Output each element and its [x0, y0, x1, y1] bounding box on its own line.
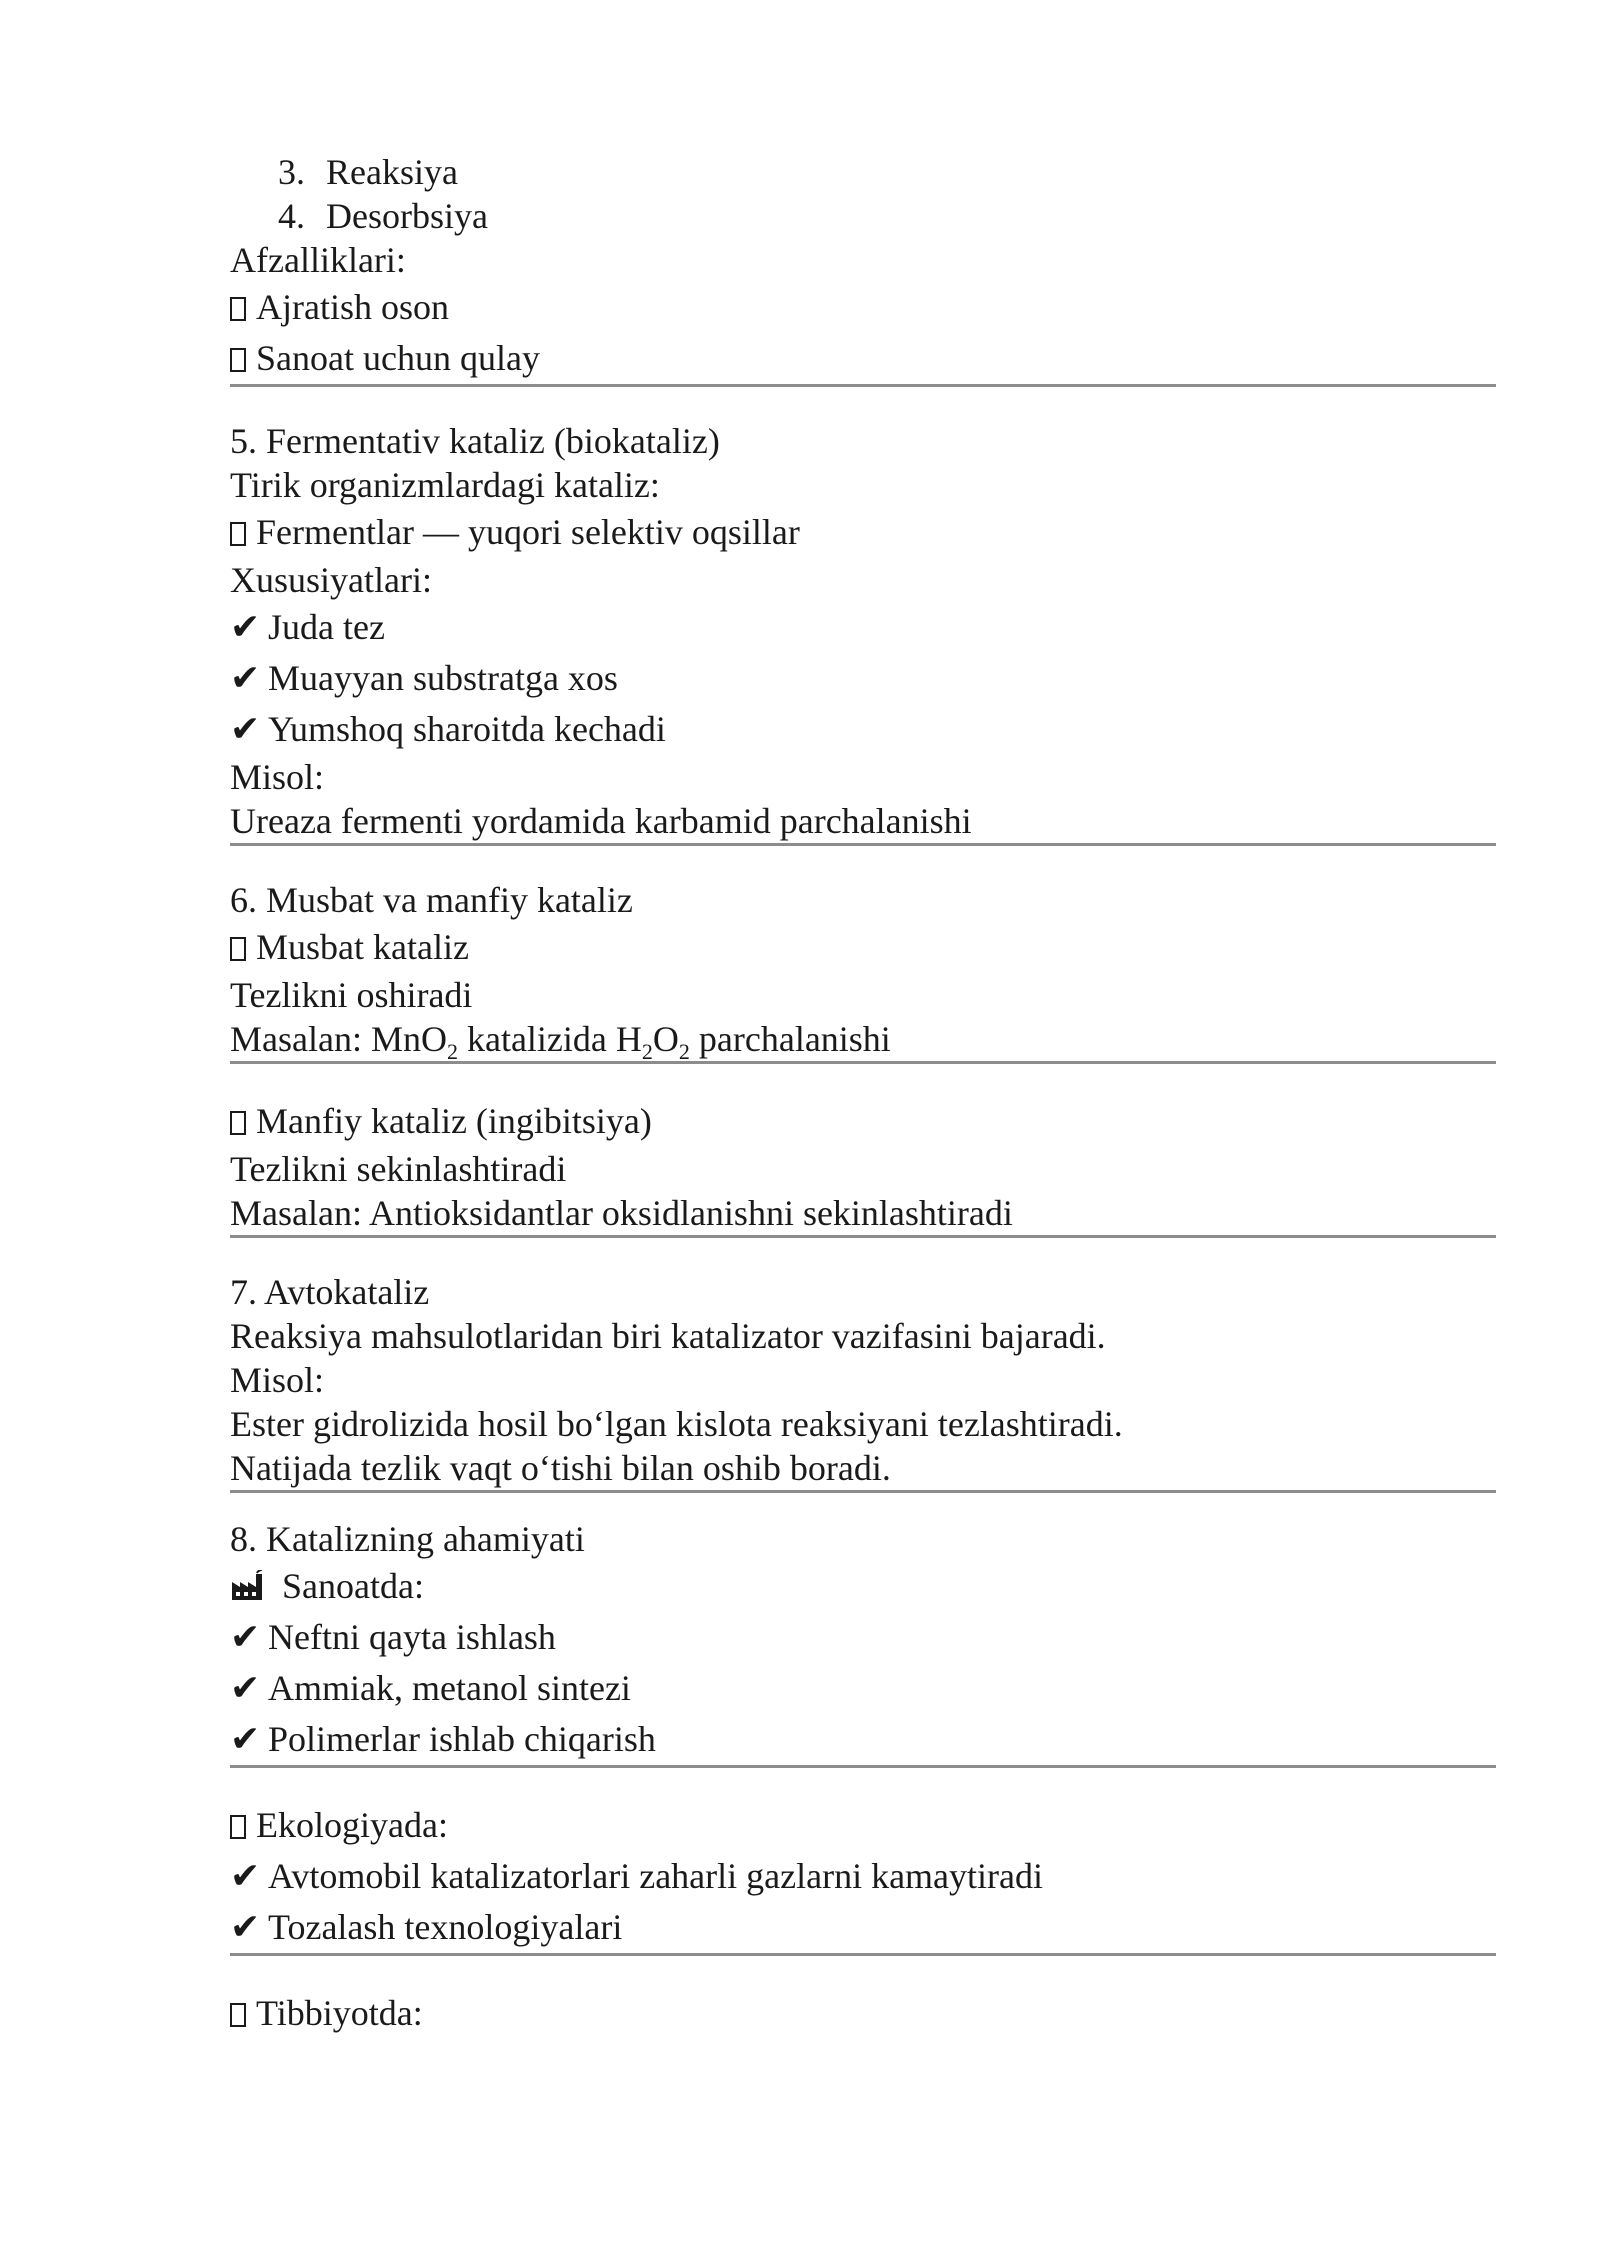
- list-item: 4. Desorbsiya: [278, 196, 488, 236]
- check-mark-icon: ✔: [230, 1907, 261, 1947]
- missing-glyph-icon: [230, 522, 246, 546]
- example-label: Misol:: [230, 1360, 325, 1400]
- check-mark-icon: ✔: [230, 1856, 261, 1896]
- list-item: ✔ Juda tez: [230, 602, 1496, 653]
- negative-example: Masalan: Antioksidantlar oksidlanishni sekinlashtiradi: [230, 1193, 1013, 1233]
- missing-glyph-icon: [230, 1111, 246, 1135]
- list-item: Manfiy kataliz (ingibitsiya): [230, 1096, 1496, 1147]
- document-content: [230, 150, 1496, 2039]
- section-title: 6. Musbat va manfiy kataliz: [230, 880, 633, 920]
- list-item: ✔ Tozalash texnologiyalari: [230, 1902, 1496, 1953]
- list-item: ✔ Muayyan substratga xos: [230, 653, 1496, 704]
- list-item: Tibbiyotda:: [230, 1988, 1496, 2039]
- section-subtitle: Tirik organizmlardagi kataliz:: [230, 465, 660, 505]
- missing-glyph-icon: [230, 348, 246, 372]
- list-item: Ekologiyada:: [230, 1800, 1496, 1851]
- negative-desc: Tezlikni sekinlashtiradi: [230, 1149, 567, 1189]
- section-desc: Reaksiya mahsulotlaridan biri katalizator vazifasini bajaradi.: [230, 1316, 1106, 1356]
- list-item: Musbat kataliz: [230, 922, 1496, 973]
- industry-heading: Sanoatda:: [230, 1561, 1496, 1612]
- section-title: 8. Katalizning ahamiyati: [230, 1519, 585, 1559]
- positive-desc: Tezlikni oshiradi: [230, 975, 473, 1015]
- list-item: ✔ Neftni qayta ishlash: [230, 1612, 1496, 1663]
- missing-glyph-icon: [230, 297, 246, 321]
- missing-glyph-icon: [230, 2003, 246, 2027]
- list-item: ✔ Ammiak, metanol sintezi: [230, 1663, 1496, 1714]
- positive-example: Masalan: MnO$_2$ katalizida $H_2O_2$ parchalanishi: [230, 1019, 891, 1064]
- example-label: Misol:: [230, 757, 325, 797]
- list-item: 3. Reaksiya: [278, 152, 458, 192]
- list-item: Fermentlar — yuqori selektiv oqsillar: [230, 507, 1496, 558]
- check-mark-icon: ✔: [230, 1719, 261, 1759]
- check-mark-icon: ✔: [230, 607, 261, 647]
- check-mark-icon: ✔: [230, 658, 261, 698]
- section-title: 7. Avtokataliz: [230, 1272, 430, 1312]
- list-item: ✔ Polimerlar ishlab chiqarish: [230, 1714, 1496, 1765]
- example-text: Ester gidrolizida hosil bo‘lgan kislota reaksiyani tezlashtiradi.: [230, 1404, 1123, 1444]
- missing-glyph-icon: [230, 937, 246, 961]
- example-text: Natijada tezlik vaqt o‘tishi bilan oshib boradi.: [230, 1448, 891, 1488]
- check-mark-icon: ✔: [230, 1668, 261, 1708]
- list-item: ✔ Yumshoq sharoitda kechadi: [230, 704, 1496, 755]
- missing-glyph-icon: [230, 1815, 246, 1839]
- check-mark-icon: ✔: [230, 709, 261, 749]
- list-item: Sanoat uchun qulay: [230, 333, 1496, 384]
- example-text: Ureaza fermenti yordamida karbamid parchalanishi: [230, 801, 972, 841]
- afzalliklari-heading: Afzalliklari:: [230, 240, 406, 280]
- section-title: 5. Fermentativ kataliz (biokataliz): [230, 421, 720, 461]
- props-heading: Xususiyatlari:: [230, 560, 432, 600]
- list-item: Ajratish oson: [230, 282, 1496, 333]
- check-mark-icon: ✔: [230, 1617, 261, 1657]
- list-item: ✔ Avtomobil katalizatorlari zaharli gazlarni kamaytiradi: [230, 1851, 1496, 1902]
- factory-icon: [230, 1565, 282, 1616]
